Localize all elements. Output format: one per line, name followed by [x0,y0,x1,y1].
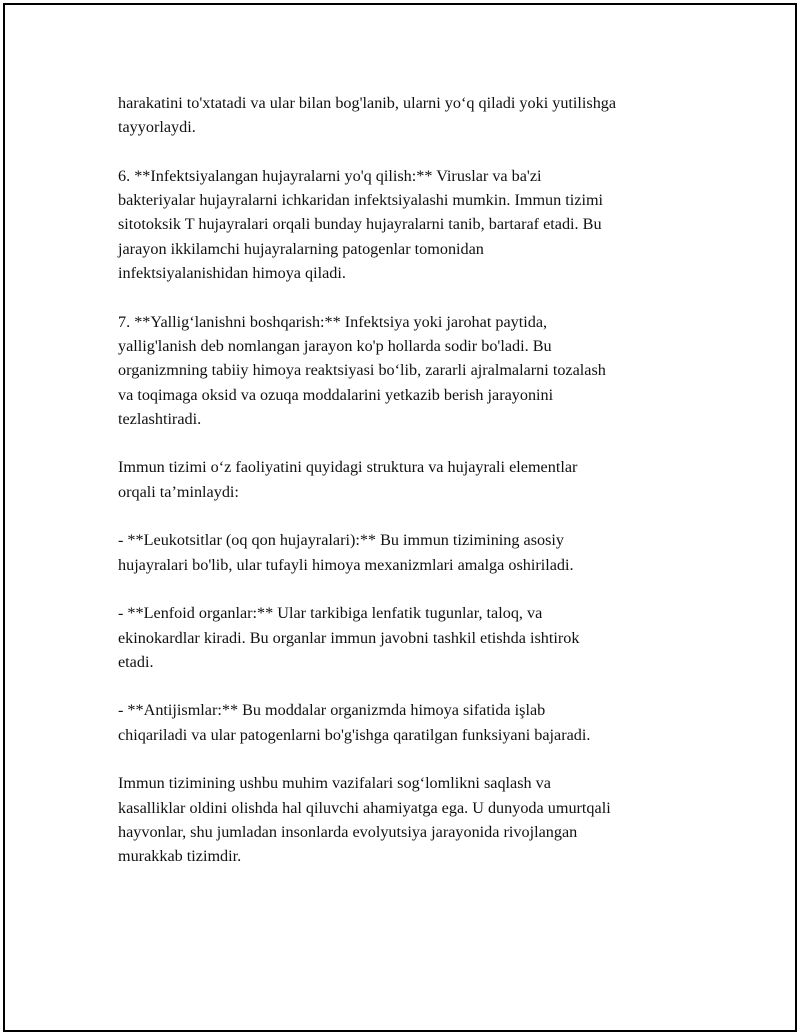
paragraph-item-7: 7. **Yallig‘lanishni boshqarish:** Infektsiya yoki jarohat paytida, yallig'lanish deb nomlangan jarayon ko'p hollarda sodir bo'ladi. Bu organizmning tabiiy himoya reaktsiyasi bo‘lib, zararli ajralmalarni tozalash va toqimaga oksid va ozuqa moddalarini yetkazib berish jarayonini tezlashtiradi. [118,312,606,428]
paragraph-conclusion: Immun tizimining ushbu muhim vazifalari sog‘lomlikni saqlash va kasalliklar oldini olishda hal qiluvchi ahamiyatga ega. U dunyoda umurtqali hayvonlar, shu jumladan insonlarda evolyutsiya jarayonida rivojlangan murakkab tizimdir. [118,774,611,866]
paragraph-continuation: harakatini to'xtatadi va ular bilan bog'lanib, ularni yo‘q qiladi yoki yutilishga tayyorlaydi. [118,94,617,137]
bullet-lenfoid-organlar: - **Lenfoid organlar:** Ular tarkibiga lenfatik tugunlar, taloq, va ekinokardlar kiradi. Bu organlar immun javobni tashkil etishda ishtirok etadi. [118,604,580,671]
bullet-antijismlar: - **Antijismlar:** Bu moddalar organizmda himoya sifatida işlab chiqariladi va ular patogenlarni bo'g'ishga qaratilgan funksiyani bajaradi. [118,701,591,744]
paragraph-intro-elements: Immun tizimi o‘z faoliyatini quyidagi struktura va hujayrali elementlar orqali ta’minlaydi: [118,458,578,501]
bullet-leukotsitlar: - **Leukotsitlar (oq qon hujayralari):** Bu immun tizimining asosiy hujayralari bo'lib, ular tufayli himoya mexanizmlari amalga oshiriladi. [118,531,574,574]
document-body [118,91,688,893]
paragraph-item-6: 6. **Infektsiyalangan hujayralarni yo'q qilish:** Viruslar va ba'zi bakteriyalar hujayralarni ichkaridan infektsiyalashi mumkin. Immun tizimi sitotoksik T hujayralari orqali bunday hujayralarni tanib, bartaraf etadi. Bu jarayon ikkilamchi hujayralarning patogenlar tomonidan infektsiyalanishidan himoya qiladi. [118,166,604,283]
